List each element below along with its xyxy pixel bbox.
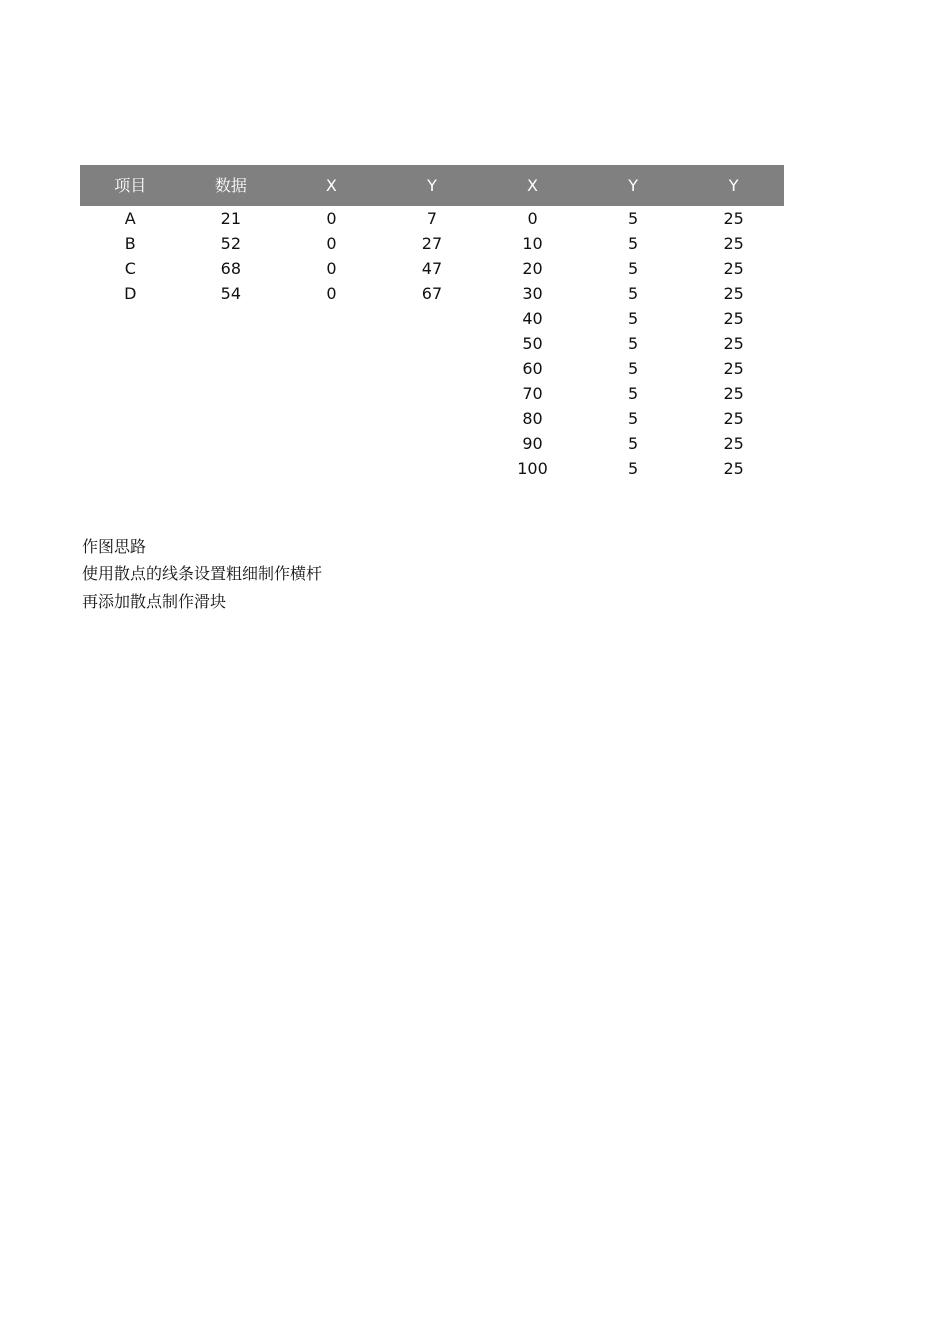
table-cell	[281, 306, 382, 331]
table-cell	[80, 456, 181, 481]
table-cell	[382, 456, 483, 481]
table-cell: 27	[421, 234, 443, 253]
table-cell: 5	[628, 384, 639, 403]
notes-title: 作图思路	[82, 537, 147, 556]
table-cell	[382, 356, 483, 381]
table-cell	[80, 306, 181, 331]
table-cell	[181, 356, 282, 381]
table-cell: 40	[522, 309, 543, 328]
table-row	[80, 406, 784, 431]
table-cell: 50	[522, 334, 543, 353]
table-cell: 5	[628, 209, 639, 228]
table-cell	[181, 456, 282, 481]
table-cell	[80, 356, 181, 381]
table-row	[80, 231, 784, 256]
note-line: 再添加散点制作滑块	[82, 592, 227, 611]
table-cell: 25	[723, 359, 744, 378]
table-cell: 10	[522, 234, 543, 253]
table-row	[80, 456, 784, 481]
table-cell	[80, 331, 181, 356]
table-cell: 0	[527, 209, 538, 228]
table-cell: 25	[723, 384, 744, 403]
table-cell: 7	[426, 209, 438, 228]
table-cell	[281, 356, 382, 381]
table-cell	[181, 331, 282, 356]
table-cell: 54	[220, 284, 242, 303]
table-cell: 0	[326, 259, 337, 278]
table-cell: 90	[522, 434, 543, 453]
table-row	[80, 281, 784, 306]
table-cell: 21	[220, 209, 242, 228]
table-cell: C	[124, 259, 136, 278]
header-x-2: X	[482, 165, 583, 206]
table-cell: 25	[723, 409, 744, 428]
table-cell	[181, 381, 282, 406]
header-y-3: Y	[683, 165, 784, 206]
table-row	[80, 356, 784, 381]
table-cell	[382, 331, 483, 356]
table-cell: 5	[628, 259, 639, 278]
table-cell: 25	[723, 234, 744, 253]
table-cell: 5	[628, 309, 639, 328]
table-cell	[181, 406, 282, 431]
table-cell	[382, 431, 483, 456]
table-header-row	[80, 165, 784, 206]
table-cell	[80, 431, 181, 456]
table-cell: 60	[522, 359, 543, 378]
table-cell: 70	[522, 384, 543, 403]
table-cell: 25	[723, 259, 744, 278]
table-row	[80, 206, 784, 231]
header-data: 数据	[181, 165, 282, 206]
table-cell: 5	[628, 334, 639, 353]
table-cell: 5	[628, 459, 639, 478]
table-cell: 25	[723, 434, 744, 453]
header-x-1: X	[281, 165, 382, 206]
table-cell: 25	[723, 209, 744, 228]
table-cell: 0	[326, 234, 337, 253]
table-cell: 5	[628, 234, 639, 253]
table-cell: 25	[723, 309, 744, 328]
table-cell: 30	[522, 284, 543, 303]
table-cell	[382, 406, 483, 431]
note-line: 使用散点的线条设置粗细制作横杆	[82, 564, 323, 583]
data-table	[80, 165, 784, 481]
table-cell	[80, 406, 181, 431]
table-cell	[281, 456, 382, 481]
table-cell: 5	[628, 409, 639, 428]
header-item: 项目	[80, 165, 181, 206]
table-row	[80, 381, 784, 406]
table-row	[80, 256, 784, 281]
table-cell	[382, 306, 483, 331]
table-cell: 80	[522, 409, 543, 428]
table-row	[80, 306, 784, 331]
header-y-1: Y	[382, 165, 483, 206]
table-cell: 25	[723, 284, 744, 303]
table-cell: B	[124, 234, 136, 253]
table-cell: 25	[723, 334, 744, 353]
table-cell	[281, 431, 382, 456]
table-cell: 0	[326, 284, 337, 303]
table-cell: 100	[517, 459, 548, 478]
table-cell: D	[124, 284, 137, 303]
table-row	[80, 331, 784, 356]
table-cell	[281, 381, 382, 406]
table-cell	[80, 381, 181, 406]
table-row	[80, 431, 784, 456]
table-cell	[181, 431, 282, 456]
table-cell: A	[124, 209, 136, 228]
table-cell: 5	[628, 434, 639, 453]
header-y-2: Y	[583, 165, 684, 206]
notes-section	[82, 533, 502, 616]
table-cell	[382, 381, 483, 406]
table-cell: 52	[220, 234, 242, 253]
table-cell: 20	[522, 259, 543, 278]
table-cell	[181, 306, 282, 331]
table-cell: 25	[723, 459, 744, 478]
table-cell: 47	[421, 259, 443, 278]
table-cell: 0	[326, 209, 337, 228]
table-cell	[281, 331, 382, 356]
table-cell: 68	[220, 259, 242, 278]
table-cell	[281, 406, 382, 431]
table-cell: 67	[421, 284, 443, 303]
table-cell: 5	[628, 359, 639, 378]
table-cell: 5	[628, 284, 639, 303]
